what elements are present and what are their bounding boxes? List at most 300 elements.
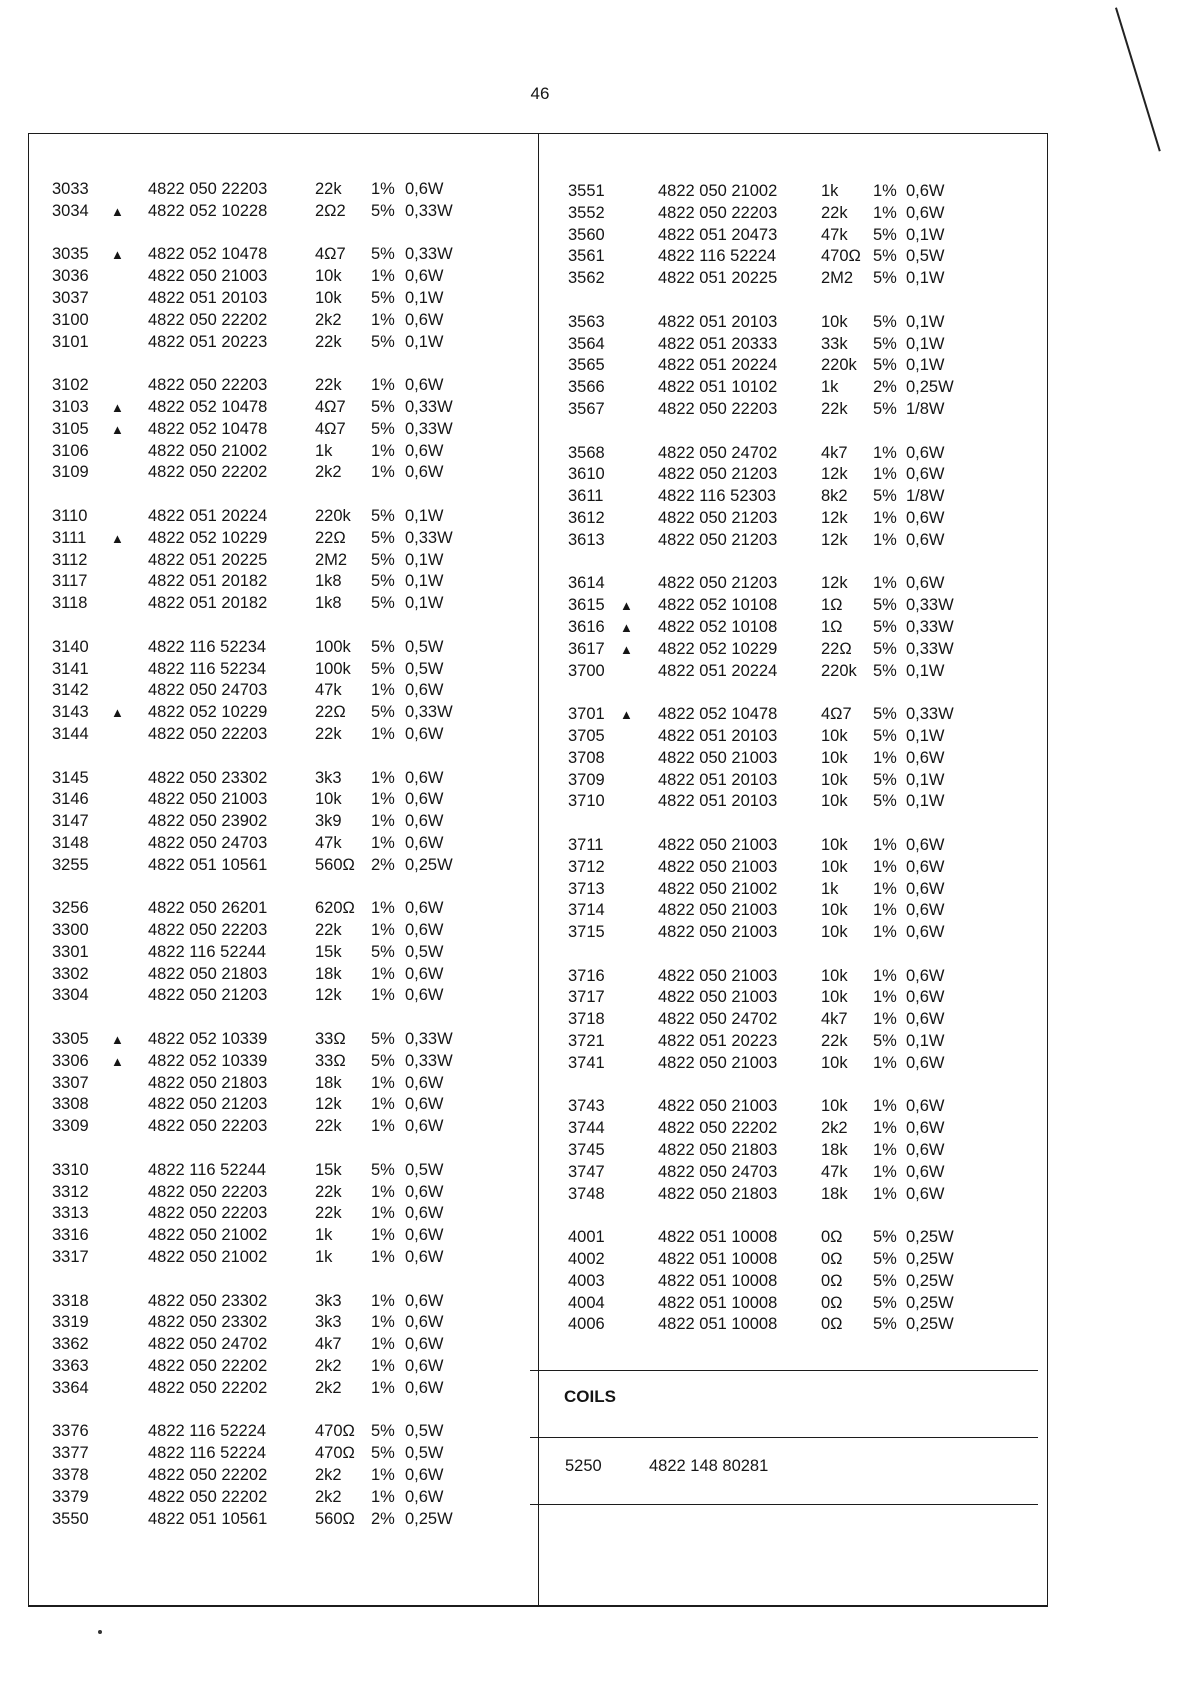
tolerance: 5% [371, 703, 395, 722]
tolerance: 1% [371, 921, 395, 940]
part-number: 4822 050 21203 [148, 986, 268, 1005]
power-rating: 0,6W [405, 1335, 444, 1354]
part-row [52, 332, 532, 354]
position-ref: 3564 [568, 334, 605, 353]
part-row [568, 661, 1018, 683]
position-ref: 3710 [568, 792, 605, 811]
part-number: 4822 052 10339 [148, 1030, 268, 1049]
part-number: 4822 116 52234 [148, 637, 267, 656]
position-ref: 3615 [568, 596, 605, 615]
part-number: 4822 050 23302 [148, 1291, 268, 1310]
power-rating: 0,6W [906, 465, 945, 484]
tolerance: 1% [873, 857, 897, 876]
part-number: 4822 051 10008 [658, 1271, 778, 1290]
part-number: 4822 116 52303 [658, 487, 777, 506]
part-number: 4822 050 21803 [658, 1184, 778, 1203]
part-number: 4822 051 20103 [658, 726, 778, 745]
tolerance: 5% [873, 225, 897, 244]
part-row [568, 1249, 1018, 1271]
part-number: 4822 050 22202 [148, 310, 268, 329]
part-number: 4822 050 21003 [658, 966, 778, 985]
safety-warning-icon: ▲ [111, 1032, 124, 1048]
part-number: 4822 050 26201 [148, 899, 268, 918]
resistance-value: 47k [315, 833, 342, 852]
position-ref: 3708 [568, 748, 605, 767]
resistance-value: 3k3 [315, 1291, 342, 1310]
resistance-value: 10k [821, 726, 848, 745]
position-ref: 3713 [568, 879, 605, 898]
tolerance: 5% [371, 332, 395, 351]
resistance-value: 12k [315, 986, 342, 1005]
tolerance: 1% [873, 182, 897, 200]
tolerance: 1% [371, 1378, 395, 1397]
safety-warning-icon: ▲ [111, 1053, 124, 1069]
resistance-value: 22k [315, 921, 342, 940]
power-rating: 0,6W [405, 1226, 444, 1245]
tolerance: 5% [371, 288, 395, 307]
tolerance: 1% [371, 768, 395, 787]
tolerance: 1% [371, 1335, 395, 1354]
power-rating: 0,6W [405, 441, 444, 460]
tolerance: 1% [371, 833, 395, 852]
part-row [52, 789, 532, 811]
power-rating: 0,1W [906, 792, 945, 811]
part-number: 4822 052 10478 [148, 397, 268, 416]
tolerance: 5% [873, 334, 897, 353]
part-row [568, 355, 1018, 377]
power-rating: 0,5W [405, 942, 444, 961]
position-ref: 3711 [568, 835, 604, 854]
position-ref: 3705 [568, 726, 605, 745]
part-row [52, 1203, 532, 1225]
part-row [52, 680, 532, 702]
power-rating: 0,1W [405, 572, 444, 591]
part-row [52, 855, 532, 877]
part-number: 4822 050 24703 [148, 833, 268, 852]
resistance-value: 12k [315, 1095, 342, 1114]
power-rating: 0,33W [405, 245, 453, 264]
part-row [568, 225, 1018, 247]
part-number: 4822 050 22203 [148, 180, 268, 198]
resistance-value: 22k [315, 332, 342, 351]
part-row [52, 1247, 532, 1269]
tolerance: 1% [371, 1291, 395, 1310]
part-number: 4822 050 21002 [148, 1248, 268, 1267]
position-ref: 3721 [568, 1032, 605, 1051]
tolerance: 1% [873, 508, 897, 527]
resistance-value: 22Ω [315, 703, 346, 722]
part-row [52, 1509, 532, 1531]
part-row [52, 637, 532, 659]
resistance-value: 22k [315, 1182, 342, 1201]
part-row [52, 419, 532, 441]
part-row [568, 770, 1018, 792]
position-ref: 3106 [52, 441, 89, 460]
power-rating: 0,33W [405, 703, 453, 722]
resistance-value: 1k [315, 441, 333, 460]
tolerance: 1% [873, 465, 897, 484]
part-number: 4822 051 10102 [658, 378, 778, 397]
part-number: 4822 050 23302 [148, 768, 268, 787]
part-row [52, 1334, 532, 1356]
position-ref: 3117 [52, 572, 88, 591]
resistance-value: 1k8 [315, 572, 342, 591]
resistance-value: 10k [821, 923, 848, 942]
part-number: 4822 050 22203 [148, 1182, 268, 1201]
part-row [52, 1182, 532, 1204]
part-row [52, 528, 532, 550]
part-number: 4822 050 22203 [148, 724, 268, 743]
resistance-value: 2Ω2 [315, 201, 346, 220]
power-rating: 0,6W [405, 724, 444, 743]
position-ref: 3109 [52, 463, 89, 482]
part-number: 4822 116 52244 [148, 942, 267, 961]
group-gap [52, 353, 532, 375]
resistance-value: 1Ω [821, 596, 843, 615]
resistance-value: 3k3 [315, 768, 342, 787]
resistance-value: 8k2 [821, 487, 848, 506]
tolerance: 1% [371, 1248, 395, 1267]
part-number: 4822 050 21002 [148, 441, 268, 460]
position-ref: 3610 [568, 465, 605, 484]
tolerance: 5% [873, 1315, 897, 1334]
part-number: 4822 050 21003 [658, 923, 778, 942]
position-ref: 4002 [568, 1250, 605, 1269]
part-row [568, 748, 1018, 770]
power-rating: 0,6W [405, 812, 444, 831]
part-row [52, 310, 532, 332]
tolerance: 5% [873, 1293, 897, 1312]
part-number: 4822 116 52224 [148, 1422, 267, 1441]
tolerance: 5% [873, 247, 897, 266]
position-ref: 3110 [52, 506, 88, 525]
group-gap [52, 1007, 532, 1029]
part-row [568, 573, 1018, 595]
position-ref: 3102 [52, 376, 89, 395]
power-rating: 0,6W [906, 1010, 945, 1029]
resistance-value: 33Ω [315, 1030, 346, 1049]
power-rating: 0,33W [906, 596, 954, 615]
group-gap [568, 813, 1018, 835]
part-row [568, 203, 1018, 225]
part-number: 4822 050 21002 [658, 182, 778, 200]
position-ref: 4006 [568, 1315, 605, 1334]
position-ref: 3613 [568, 530, 605, 549]
tolerance: 5% [873, 596, 897, 615]
tolerance: 1% [371, 724, 395, 743]
position-ref: 3562 [568, 269, 605, 288]
part-number: 4822 051 20223 [658, 1032, 778, 1051]
part-number: 4822 050 23302 [148, 1313, 268, 1332]
part-row [568, 900, 1018, 922]
part-row [568, 704, 1018, 726]
position-ref: 3147 [52, 812, 89, 831]
tolerance: 5% [873, 269, 897, 288]
part-row [52, 1356, 532, 1378]
position-ref: 3617 [568, 639, 605, 658]
position-ref: 3565 [568, 356, 605, 375]
tolerance: 1% [371, 790, 395, 809]
power-rating: 0,33W [405, 1051, 453, 1070]
power-rating: 0,6W [906, 748, 945, 767]
power-rating: 0,6W [906, 901, 945, 920]
part-number: 4822 050 21003 [658, 857, 778, 876]
resistance-value: 1k8 [315, 594, 342, 613]
part-number: 4822 051 10008 [658, 1228, 778, 1247]
part-row [568, 181, 1018, 203]
tolerance: 1% [873, 748, 897, 767]
power-rating: 0,1W [906, 334, 945, 353]
resistance-value: 0Ω [821, 1250, 843, 1269]
power-rating: 0,1W [906, 661, 945, 680]
resistance-value: 3k9 [315, 812, 342, 831]
position-ref: 3712 [568, 857, 605, 876]
tolerance: 5% [873, 639, 897, 658]
part-row [568, 726, 1018, 748]
power-rating: 0,6W [405, 1073, 444, 1092]
safety-warning-icon: ▲ [111, 203, 124, 219]
group-gap [52, 223, 532, 245]
scan-speck [98, 1630, 102, 1634]
part-row [52, 571, 532, 593]
tolerance: 5% [371, 1160, 395, 1179]
part-number: 4822 050 22203 [658, 203, 778, 222]
resistance-value: 1k [315, 1226, 333, 1245]
power-rating: 0,1W [405, 550, 444, 569]
position-ref: 3318 [52, 1291, 89, 1310]
resistance-value: 10k [821, 1097, 848, 1116]
part-row [568, 966, 1018, 988]
safety-warning-icon: ▲ [620, 707, 633, 723]
power-rating: 0,6W [405, 899, 444, 918]
power-rating: 0,6W [405, 1204, 444, 1223]
power-rating: 0,25W [405, 855, 453, 874]
part-row [52, 1421, 532, 1443]
tolerance: 5% [371, 942, 395, 961]
tolerance: 1% [873, 966, 897, 985]
part-row [568, 835, 1018, 857]
resistance-value: 15k [315, 1160, 342, 1179]
position-ref: 3319 [52, 1313, 89, 1332]
position-ref: 3718 [568, 1010, 605, 1029]
resistance-value: 18k [315, 964, 342, 983]
group-gap [568, 944, 1018, 966]
power-rating: 0,6W [906, 443, 945, 462]
group-gap [568, 1205, 1018, 1227]
power-rating: 0,6W [405, 1357, 444, 1376]
part-row [568, 508, 1018, 530]
position-ref: 3145 [52, 768, 89, 787]
part-row [52, 288, 532, 310]
power-rating: 0,33W [405, 397, 453, 416]
group-gap [52, 746, 532, 768]
part-number: 4822 050 21003 [658, 1097, 778, 1116]
power-rating: 0,25W [906, 1250, 954, 1269]
position-ref: 3037 [52, 288, 89, 307]
part-number: 4822 051 20473 [658, 225, 778, 244]
resistance-value: 12k [821, 465, 848, 484]
resistance-value: 2k2 [315, 1466, 342, 1485]
part-row [568, 857, 1018, 879]
part-row [52, 833, 532, 855]
part-row [568, 1314, 1018, 1336]
resistance-value: 18k [315, 1073, 342, 1092]
resistance-value: 620Ω [315, 899, 355, 918]
power-rating: 0,6W [906, 530, 945, 549]
coils-heading: COILS [564, 1387, 616, 1406]
tolerance: 5% [371, 659, 395, 678]
position-ref: 3306 [52, 1051, 89, 1070]
part-number: 4822 050 21003 [148, 267, 268, 286]
power-rating: 0,1W [906, 312, 945, 331]
part-number: 4822 051 10561 [148, 855, 268, 874]
position-ref: 3317 [52, 1248, 89, 1267]
resistance-value: 10k [821, 792, 848, 811]
resistance-value: 4k7 [821, 443, 848, 462]
power-rating: 0,6W [906, 574, 945, 593]
group-gap [52, 615, 532, 637]
power-rating: 1/8W [906, 487, 945, 506]
part-number: 4822 116 52234 [148, 659, 267, 678]
power-rating: 0,25W [906, 1315, 954, 1334]
resistance-value: 10k [315, 288, 342, 307]
tolerance: 5% [873, 356, 897, 375]
position-ref: 3118 [52, 594, 88, 613]
tolerance: 1% [371, 441, 395, 460]
resistance-value: 22k [315, 180, 342, 198]
part-row [52, 920, 532, 942]
part-row [52, 550, 532, 572]
group-gap [52, 1400, 532, 1422]
part-number: 4822 052 10108 [658, 617, 778, 636]
part-number: 4822 052 10478 [148, 419, 268, 438]
tolerance: 5% [371, 1422, 395, 1441]
part-row [52, 1487, 532, 1509]
part-number: 4822 051 20225 [658, 269, 778, 288]
resistance-value: 10k [315, 267, 342, 286]
tolerance: 1% [371, 1487, 395, 1506]
part-row [52, 724, 532, 746]
power-rating: 0,6W [405, 1291, 444, 1310]
coils-section-top-rule [530, 1370, 1038, 1371]
part-number: 4822 050 21203 [658, 465, 778, 484]
power-rating: 0,1W [906, 1032, 945, 1051]
power-rating: 0,6W [906, 879, 945, 898]
part-row [568, 1140, 1018, 1162]
part-number: 4822 052 10339 [148, 1051, 268, 1070]
coil-part-number: 4822 148 80281 [649, 1457, 769, 1475]
part-row [52, 811, 532, 833]
part-number: 4822 051 10561 [148, 1509, 268, 1528]
part-row [568, 1118, 1018, 1140]
power-rating: 0,6W [906, 988, 945, 1007]
tolerance: 5% [371, 1444, 395, 1463]
part-row [52, 1160, 532, 1182]
safety-warning-icon: ▲ [111, 247, 124, 263]
tolerance: 1% [873, 923, 897, 942]
part-number: 4822 050 24703 [658, 1162, 778, 1181]
part-row [52, 1051, 532, 1073]
position-ref: 3144 [52, 724, 89, 743]
resistance-value: 4k7 [821, 1010, 848, 1029]
position-ref: 3033 [52, 180, 89, 198]
part-row [568, 639, 1018, 661]
safety-warning-icon: ▲ [620, 641, 633, 657]
resistance-value: 22k [821, 399, 848, 418]
part-row [52, 1378, 532, 1400]
part-row [568, 312, 1018, 334]
part-row [568, 377, 1018, 399]
position-ref: 3309 [52, 1117, 89, 1136]
power-rating: 0,6W [906, 203, 945, 222]
tolerance: 5% [371, 528, 395, 547]
part-row [568, 443, 1018, 465]
power-rating: 0,6W [405, 790, 444, 809]
power-rating: 0,25W [405, 1509, 453, 1528]
position-ref: 3552 [568, 203, 605, 222]
part-row [52, 1225, 532, 1247]
tolerance: 1% [371, 1204, 395, 1223]
part-number: 4822 116 52244 [148, 1160, 267, 1179]
power-rating: 0,33W [405, 528, 453, 547]
part-row [568, 987, 1018, 1009]
resistance-value: 1k [821, 879, 839, 898]
resistance-value: 12k [821, 530, 848, 549]
power-rating: 0,33W [405, 201, 453, 220]
resistance-value: 22k [315, 1204, 342, 1223]
part-number: 4822 050 22202 [148, 1378, 268, 1397]
part-number: 4822 050 21203 [658, 574, 778, 593]
part-row [52, 1094, 532, 1116]
power-rating: 0,6W [906, 1053, 945, 1072]
power-rating: 0,33W [906, 705, 954, 724]
position-ref: 3561 [568, 247, 605, 266]
power-rating: 0,25W [906, 378, 954, 397]
position-ref: 3304 [52, 986, 89, 1005]
resistance-value: 470Ω [315, 1444, 355, 1463]
position-ref: 4001 [568, 1228, 605, 1247]
safety-warning-icon: ▲ [111, 530, 124, 546]
position-ref: 3701 [568, 705, 605, 724]
power-rating: 0,6W [405, 921, 444, 940]
group-gap [52, 1269, 532, 1291]
tolerance: 1% [873, 1162, 897, 1181]
part-number: 4822 051 10008 [658, 1315, 778, 1334]
parts-list-right-column [568, 181, 1018, 1336]
tolerance: 5% [873, 1271, 897, 1290]
resistance-value: 3k3 [315, 1313, 342, 1332]
safety-warning-icon: ▲ [111, 705, 124, 721]
tolerance: 5% [371, 245, 395, 264]
tolerance: 5% [371, 201, 395, 220]
position-ref: 3378 [52, 1466, 89, 1485]
tolerance: 1% [873, 1097, 897, 1116]
resistance-value: 15k [315, 942, 342, 961]
part-row [52, 506, 532, 528]
part-row [568, 1184, 1018, 1206]
power-rating: 0,6W [906, 1097, 945, 1116]
part-row [52, 985, 532, 1007]
resistance-value: 100k [315, 637, 351, 656]
part-number: 4822 051 20103 [658, 792, 778, 811]
position-ref: 3715 [568, 923, 605, 942]
resistance-value: 2k2 [315, 1378, 342, 1397]
part-number: 4822 050 21203 [658, 508, 778, 527]
position-ref: 3717 [568, 988, 605, 1007]
resistance-value: 4Ω7 [315, 245, 346, 264]
resistance-value: 10k [315, 790, 342, 809]
position-ref: 3748 [568, 1184, 605, 1203]
